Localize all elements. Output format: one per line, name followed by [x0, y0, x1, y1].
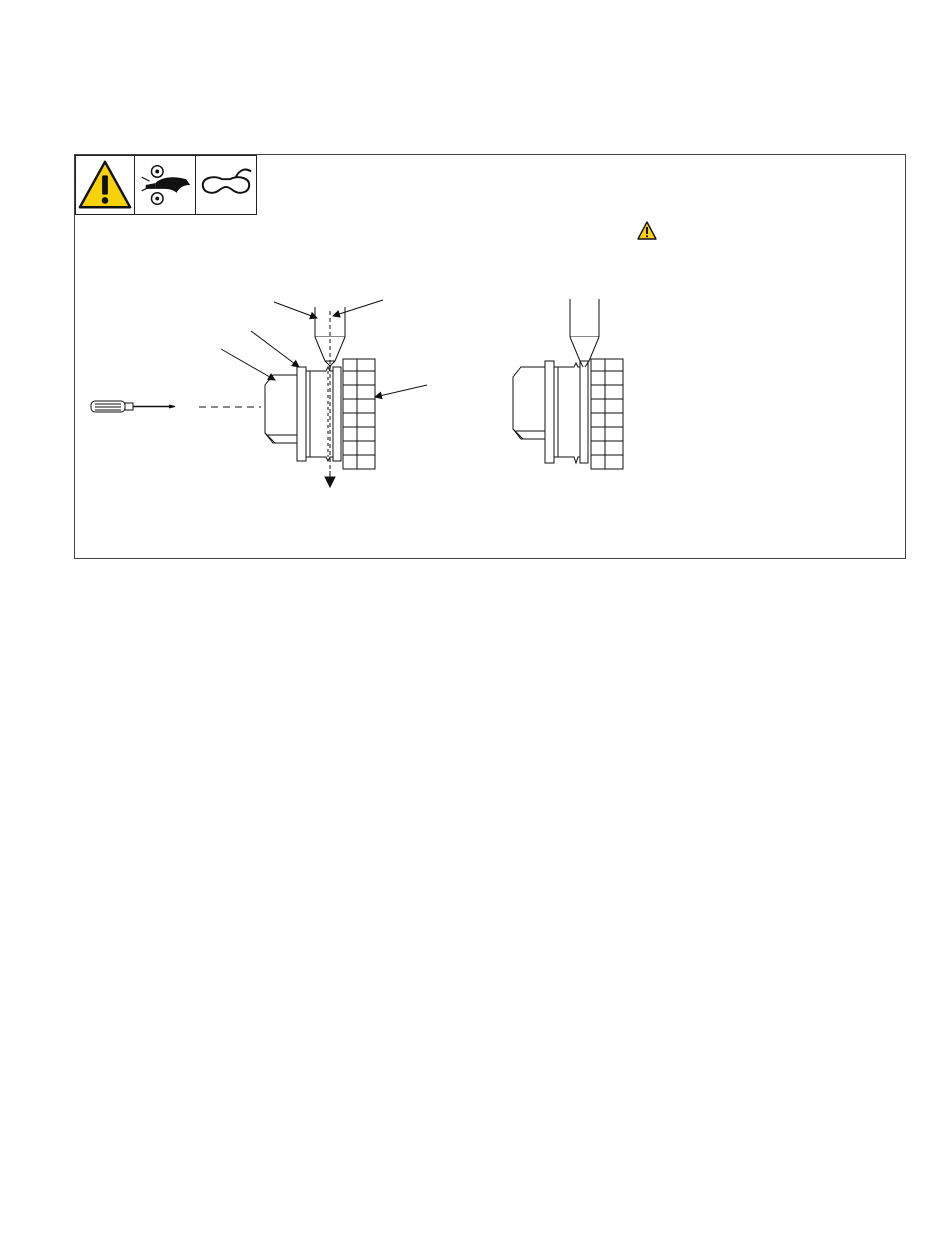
after-adjustment-view — [513, 299, 623, 469]
safety-instruction-panel — [74, 154, 906, 559]
screwdriver-icon — [91, 401, 175, 412]
assembly-diagram — [75, 155, 907, 560]
before-adjustment-view — [91, 300, 427, 487]
